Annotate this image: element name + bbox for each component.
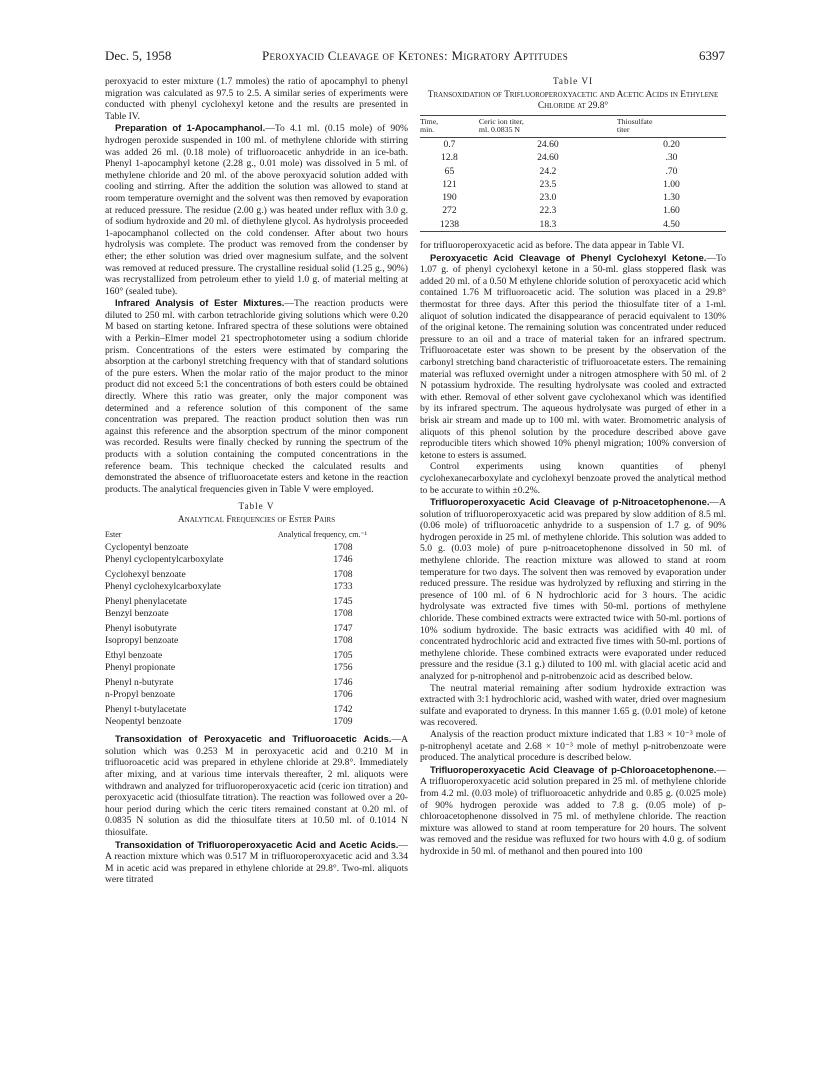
paragraph <box>420 764 726 858</box>
ceric-cell: 18.3 <box>479 218 617 232</box>
paragraph-body: —A trifluoroperoxyacetic acid solution prepared in 25 ml. of methylene chloride from 4.2 ml. (0.03 mole) of trifluoroacetic anhydride and 0.85 g. (0.025 mole) of 90% hydrogen peroxide was added to 7.8 g. (0.05 mole) of p-chloroacetophenone dissolved in 75 ml. of methylene chloride. The reaction mixture was allowed to stand at room temperature for 20 hours. The solvent was removed and the residue was refluxed for two hours with 4.0 g. of sodium hydroxide in 50 ml. of methanol and then poured into 100 <box>420 764 726 857</box>
frequency-cell: 1747 <box>333 623 353 635</box>
ester-cell: Phenyl isobutyrate <box>105 623 177 635</box>
table-row <box>105 716 408 728</box>
table-row <box>105 646 408 662</box>
table-title: Analytical Frequencies of Ester Pairs <box>177 514 336 525</box>
ester-cell: Phenyl cyclopentylcarboxylate <box>105 553 224 565</box>
frequency-cell: 1746 <box>333 553 353 565</box>
thiosulfate-cell: 1.60 <box>663 205 680 217</box>
paragraph: peroxyacid to ester mixture (1.7 mmoles) the ratio of apocamphyl to phenyl migration was calculated as 97.5 to 2.5. A similar series of experiments were conducted with phenyl cyclohexyl ketone and the results are presented in Table IV. <box>105 76 408 122</box>
paragraph: Control experiments using known quantities of phenyl cyclohexanecarboxylate and cyclohexyl benzoate proved the analytical method to be accurate to within ±0.2%. <box>420 461 726 496</box>
frequency-cell: 1742 <box>333 704 353 716</box>
paragraph-body: —A reaction mixture which was 0.517 M in trifluoroperoxyacetic acid and 3.34 M in acetic acid was prepared in ethylene chloride at 29.8°. Two-ml. aliquots were titrated <box>105 839 408 886</box>
table-v-grid <box>105 529 408 728</box>
table-caption: Table VI <box>552 76 594 86</box>
paragraph <box>105 122 408 297</box>
frequency-cell: 1709 <box>333 715 353 727</box>
paragraph: for trifluoroperoxyacetic acid as before. The data appear in Table VI. <box>420 240 685 252</box>
table-row <box>105 542 408 554</box>
frequency-cell: 1706 <box>333 688 353 700</box>
ester-cell: Neopentyl benzoate <box>105 715 182 727</box>
table-title: Transoxidation of Trifluoroperoxyacetic and Acetic Acids in Ethylene Chloride at 29.8° <box>427 89 719 112</box>
paragraph <box>420 252 726 462</box>
ester-cell: Phenyl propionate <box>105 661 176 673</box>
frequency-cell: 1708 <box>333 569 353 581</box>
ester-cell: Benzyl benzoate <box>105 607 169 619</box>
column-header-thiosulfate: Thiosulfate titer <box>617 115 726 137</box>
table-row <box>105 662 408 674</box>
section-heading: Trifluoroperoxyacetic Acid Cleavage of p-Nitroacetophenone. <box>430 496 710 508</box>
table-row <box>105 619 408 635</box>
paragraph <box>420 496 726 683</box>
thiosulfate-cell: .30 <box>665 152 678 164</box>
section-heading: Trifluoroperoxyacetic Acid Cleavage of p-Chloroacetophenone. <box>430 763 717 775</box>
ceric-cell: 23.0 <box>539 192 557 204</box>
frequency-cell: 1756 <box>333 661 353 673</box>
table-row <box>105 635 408 647</box>
running-header <box>105 48 725 64</box>
thiosulfate-cell: 1.30 <box>663 192 680 204</box>
paragraph: Analysis of the reaction product mixture indicated that 1.83 × 10⁻³ mole of p-nitrophenyl acetate and 2.68 × 10⁻³ mole of methyl p-nitrobenzoate were produced. The analytical procedure is described below. <box>420 728 726 764</box>
ceric-cell: 24.60 <box>537 152 559 164</box>
time-cell: 1238 <box>420 218 479 232</box>
time-cell: 190 <box>442 192 457 204</box>
left-column <box>105 76 408 1036</box>
table-row <box>420 218 726 232</box>
section-heading: Transoxidation of Trifluoroperoxyacetic Acid and Acetic Acids. <box>115 838 399 850</box>
table-row <box>420 204 726 217</box>
ester-cell: Cyclohexyl benzoate <box>105 569 186 581</box>
table-row <box>420 178 726 191</box>
frequency-cell: 1708 <box>333 542 353 554</box>
column-header-time: Time, min. <box>420 115 479 137</box>
ester-cell: Cyclopentyl benzoate <box>105 542 189 554</box>
paragraph-body: —To 4.1 ml. (0.15 mole) of 90% hydrogen peroxide suspended in 100 ml. of methylene chloride with stirring was added 26 ml. (0.18 mole) of trifluoroacetic anhydride in an ice-bath. Phenyl 1-apocamphyl ketone (2.28 g., 0.01 mole) was dissolved in 5 ml. of methylene chloride and 20 ml. of the above peroxyacid solution added with cooling and stirring. After the addition the solution was allowed to stand at room temperature overnight and the solvent was then removed by evaporation at reduced pressure. The residue (2.00 g.) was heated under reflux with 3.0 g. of sodium hydroxide and 20 ml. of diethylene glycol. As hydrolysis proceeded 1-apocamphanol collected on the cold condenser. After about two hours hydrolysis was complete. The product was removed from the condenser by ether; the ether solution was dried over magnesium sulfate, and the solvent was removed at reduced pressure. The crystalline residual solid (1.25 g., 90%) was recrystallized from petroleum ether to yield 1.0 g. of material melting at 160° (sealed tube). <box>105 123 408 297</box>
table-vi <box>420 76 726 232</box>
header-date: Dec. 5, 1958 <box>105 48 172 63</box>
table-v <box>105 501 408 727</box>
section-heading: Infrared Analysis of Ester Mixtures. <box>115 297 285 309</box>
column-header-ceric: Ceric ion titer, ml. 0.0835 N <box>479 115 617 137</box>
table-row <box>420 165 726 178</box>
right-column <box>420 76 726 1036</box>
frequency-cell: 1745 <box>333 596 353 608</box>
ester-cell: Phenyl n-butyrate <box>105 677 174 689</box>
thiosulfate-cell: .70 <box>665 165 678 177</box>
paragraph <box>105 733 408 838</box>
table-row <box>105 608 408 620</box>
paragraph-body: —To 1.07 g. of phenyl cyclohexyl ketone in a 50-ml. glass stoppered flask was added 20 ml. of a 0.50 M ethylene chloride solution of peroxyacetic acid which contained 1.76 M trifluoroacetic acid. The solution was placed in a 29.8° thermostat for three days. After this period the thiosulfate titer of a 1-ml. aliquot of solution indicated the disappearance of peracid equivalent to 130% of the original ketone. The remaining solution was concentrated under reduced pressure to an oil and a trace of material taken for an infrared spectrum. Trifluoroacetate ester was shown to be present by the observation of the carbonyl stretching band characteristic of trifluoroacetate esters. The remaining material was refluxed overnight under a nitrogen atmosphere with 50 ml. of 2 N potassium hydroxide. The resulting hydrolysate was cooled and extracted with ether. Removal of ether solvent gave cyclohexanol which was identified by its infrared spectrum. The aqueous hydrolysate was purged of ether in a brisk air stream and made up to 100 ml. with water. Bromometric analysis of aliquots of this phenol solution by the procedure described above gave reproducible titers which showed 10% phenyl migration; 100% conversion of ketone to esters is assumed. <box>420 252 726 461</box>
table-row <box>105 554 408 566</box>
time-cell: 65 <box>444 165 455 177</box>
table-row <box>105 689 408 701</box>
ester-cell: Phenyl cyclohexylcarboxylate <box>105 580 221 592</box>
paragraph-body: —The reaction products were diluted to 250 ml. with carbon tetrachloride giving solutions which were 0.20 M based on starting ketone. Infrared spectra of these solutions were obtained with a Perkin–Elmer model 21 spectrophotometer using a sodium chloride prism. Concentrations of the esters were estimated by comparing the absorption at the carbonyl stretching frequency with that of standard solutions of the pure esters. When the molar ratio of the major product to the minor product did not exceed 5:1 the concentrations of both esters could be obtained directly. Where this ratio was greater, only the major component was determined and a reference solution of this component of the same concentration was prepared. The reaction product solution then was run against this reference and the absorption spectrum of the minor component was recorded. Results were finally checked by running the spectrum of the products with a solution containing the computed concentrations in the reference beam. This technique checked the calculated results and demonstrated the absence of trifluoroacetate esters and ketone in the reaction products. The analytical frequencies given in Table V were employed. <box>105 298 408 495</box>
paragraph-body: —A solution which was 0.253 M in peroxyacetic acid and 0.210 M in trifluoroacetic acid was prepared in ethylene chloride at 29.8°. Immediately after mixing, and at various time intervals thereafter, 2 ml. aliquots were withdrawn and analyzed for trifluoroperoxyacetic acid (ceric ion titration) and peroxyacetic acid (thiosulfate titration). The reaction was followed over a 20-hour period during which the ceric titers remained constant at 0.20 ml. of 0.0835 N solution as did the thiosulfate titers at 10.50 ml. of 0.1014 N thiosulfate. <box>105 734 408 838</box>
frequency-cell: 1708 <box>333 634 353 646</box>
column-header-ester: Ester <box>105 529 122 539</box>
thiosulfate-cell: 0.20 <box>663 138 680 150</box>
table-vi-grid <box>420 115 726 232</box>
header-title: Peroxyacid Cleavage of Ketones: Migratory Aptitudes <box>261 48 569 63</box>
table-row <box>105 673 408 689</box>
table-row <box>420 151 726 164</box>
table-caption: Table V <box>238 501 275 512</box>
section-heading: Transoxidation of Peroxyacetic and Trifluoroacetic Acids. <box>115 733 392 745</box>
section-heading: Peroxyacetic Acid Cleavage of Phenyl Cyclohexyl Ketone. <box>430 251 707 263</box>
table-row <box>105 565 408 581</box>
column-header-frequency: Analytical frequency, cm.⁻¹ <box>277 529 368 539</box>
thiosulfate-cell: 1.00 <box>663 178 680 190</box>
frequency-cell: 1733 <box>333 580 353 592</box>
paragraph <box>105 839 408 886</box>
table-row <box>105 700 408 716</box>
ester-cell: Phenyl phenylacetate <box>105 596 187 608</box>
ester-cell: n-Propyl benzoate <box>105 688 176 700</box>
section-heading: Preparation of 1-Apocamphanol. <box>115 122 266 134</box>
table-row <box>420 191 726 204</box>
ceric-cell: 23.5 <box>539 178 557 190</box>
header-page-number: 6397 <box>699 48 725 63</box>
time-cell: 121 <box>442 178 457 190</box>
ester-cell: Isopropyl benzoate <box>105 634 179 646</box>
table-row <box>105 592 408 608</box>
paragraph <box>105 297 408 495</box>
thiosulfate-cell: 4.50 <box>617 218 726 232</box>
ceric-cell: 24.2 <box>539 165 557 177</box>
table-row <box>105 581 408 593</box>
time-cell: 0.7 <box>443 138 456 150</box>
frequency-cell: 1746 <box>333 677 353 689</box>
table-row <box>420 137 726 151</box>
ester-cell: Ethyl benzoate <box>105 650 163 662</box>
frequency-cell: 1705 <box>333 650 353 662</box>
ceric-cell: 24.60 <box>537 138 559 150</box>
ceric-cell: 22.3 <box>539 205 557 217</box>
time-cell: 12.8 <box>441 152 458 164</box>
ester-cell: Phenyl t-butylacetate <box>105 704 187 716</box>
paragraph: The neutral material remaining after sodium hydroxide extraction was extracted with 3:1 hydrochloric acid, washed with water, dried over magnesium sulfate and evaporated to dryness. In this manner 1.65 g. (0.01 mole) of ketone was recovered. <box>420 682 726 729</box>
paragraph-body: —A solution of trifluoroperoxyacetic acid was prepared by slow addition of 8.5 ml. (0.06 mole) of trifluoroacetic anhydride to a suspension of 1.7 g. of 90% hydrogen peroxide in 25 ml. of methylene chloride. This solution was added to 5.0 g. (0.03 mole) of pure p-nitroacetophenone dissolved in 50 ml. of methylene chloride. The reaction mixture was allowed to stand at room temperature for two days. The solvent then was removed by evaporation under reduced pressure. The residue was hydrolyzed by refluxing and stirring in the presence of 100 ml. of 6 N hydrochloric acid for 3 hours. The acidic hydrolysate was extracted five times with 50-ml. portions of methylene chloride. These combined extracts were extracted twice with 50-ml. portions of 10% sodium hydroxide. The basic extracts was acidified with 40 ml. of concentrated hydrochloric acid and extracted five times with 50-ml. portions of methylene chloride. These combined extracts were evaporated under reduced pressure and the residue (3.1 g.) diluted to 100 ml. with glacial acetic acid and analyzed for p-nitrophenol and p-nitrobenzoic acid as described below. <box>420 497 726 683</box>
frequency-cell: 1708 <box>333 607 353 619</box>
time-cell: 272 <box>442 205 457 217</box>
